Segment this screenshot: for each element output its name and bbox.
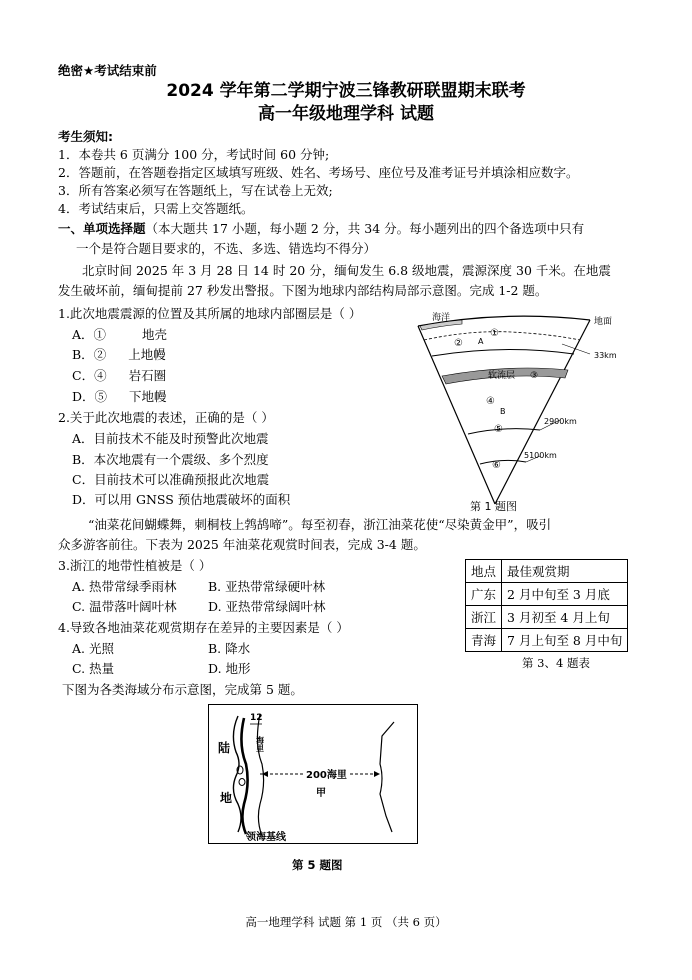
depth-5100km-label: 5100km bbox=[524, 451, 557, 460]
poem-line: “油菜花间蝴蝶舞，刺桐枝上鹁鸪啼”。每至初春，浙江油菜花使“尽染黄金甲”，吸引 bbox=[88, 517, 552, 532]
depth-2900km-label: 2900km bbox=[544, 417, 577, 426]
table-cell: 青海 bbox=[466, 629, 502, 652]
q1-option-d[interactable]: D．⑤ 下地幔 bbox=[72, 389, 167, 404]
figure-1-caption: 第 1 题图 bbox=[470, 500, 517, 513]
earth-interior-figure bbox=[410, 306, 646, 516]
layer-3-label: ③ bbox=[530, 371, 539, 381]
q2-option-d[interactable]: D．可以用 GNSS 预估地震破坏的面积 bbox=[72, 492, 291, 507]
section-title-rest: （本大题共 17 小题，每小题 2 分，共 34 分。每小题列出的四个备选项中只有 bbox=[145, 221, 585, 236]
gutenberg-boundary bbox=[468, 429, 540, 434]
exam-subtitle: 高一年级地理学科 试题 bbox=[258, 104, 434, 124]
table-cell: 3 月初至 4 月上旬 bbox=[502, 606, 628, 629]
distance-label: 200海里 bbox=[306, 770, 347, 781]
sea-area-figure bbox=[208, 704, 418, 844]
question-3-stem: 3.浙江的地带性植被是（ ） bbox=[58, 558, 212, 573]
ocean-label: 海洋 bbox=[432, 313, 451, 323]
q1-option-a[interactable]: A．① 地壳 bbox=[72, 327, 168, 342]
q1-option-c[interactable]: C．④ 岩石圈 bbox=[72, 368, 167, 383]
exam-title: 2024 学年第二学期宁波三锋教研联盟期末联考 bbox=[166, 81, 526, 101]
notice-heading: 考生须知: bbox=[58, 129, 113, 144]
table-cell: 浙江 bbox=[466, 606, 502, 629]
land-label-2: 地 bbox=[220, 791, 233, 805]
notice-item: 3．所有答案必须写在答题纸上，写在试卷上无效; bbox=[58, 183, 333, 198]
section-title-bold: 一、单项选择题 bbox=[58, 221, 146, 236]
moho-boundary bbox=[432, 349, 574, 356]
layer-2-label: ② bbox=[454, 338, 463, 349]
table-row bbox=[466, 629, 628, 652]
table-cell: 广东 bbox=[466, 583, 502, 606]
section-title bbox=[58, 220, 584, 238]
notice-item: 2．答题前，在答题卷指定区域填写班级、姓名、考场号、座位号及准考证号并填涂相应数字。 bbox=[58, 165, 579, 180]
intro-line: 发生破坏前，缅甸提前 27 秒发出警报。下图为地球内部结构局部示意图。完成 1-2 题。 bbox=[58, 283, 548, 298]
q4-option-d[interactable]: D. 地形 bbox=[208, 661, 251, 676]
q3-option-d[interactable]: D. 亚热带常绿阔叶林 bbox=[208, 599, 326, 614]
table-row bbox=[466, 606, 628, 629]
question-4-stem: 4.导致各地油菜花观赏期存在差异的主要因素是（ ） bbox=[58, 620, 349, 635]
q5-intro: 下图为各类海域分布示意图，完成第 5 题。 bbox=[62, 682, 303, 697]
page-footer: 高一地理学科 试题 第 1 页 （共 6 页） bbox=[245, 915, 447, 929]
rapeseed-viewing-table bbox=[465, 559, 628, 652]
layer-1-label: ① bbox=[490, 328, 499, 339]
q4-option-b[interactable]: B. 降水 bbox=[208, 641, 251, 656]
q2-option-a[interactable]: A．目前技术不能及时预警此次地震 bbox=[72, 431, 269, 446]
q4-option-c[interactable]: C. 热量 bbox=[72, 661, 115, 676]
layer-5-label: ⑤ bbox=[494, 424, 503, 435]
nmi-vertical-label: 海里 bbox=[255, 736, 265, 752]
layer-6-label: ⑥ bbox=[492, 460, 501, 471]
q3-option-c[interactable]: C. 温带落叶阔叶林 bbox=[72, 599, 177, 614]
notice-item: 1．本卷共 6 页满分 100 分，考试时间 60 分钟; bbox=[58, 147, 330, 162]
layer-4-label: ④ bbox=[486, 396, 495, 407]
table-cell: 2 月中旬至 3 月底 bbox=[502, 583, 628, 606]
table-header-row bbox=[466, 560, 628, 583]
question-1-stem: 1.此次地震震源的位置及其所属的地球内部圈层是（ ） bbox=[58, 306, 362, 321]
table-row bbox=[466, 583, 628, 606]
figure-5-caption: 第 5 题图 bbox=[292, 858, 343, 872]
land-label-1: 陆 bbox=[218, 741, 231, 755]
q2-option-c[interactable]: C．目前技术可以准确预报此次地震 bbox=[72, 472, 270, 487]
jia-label: 甲 bbox=[316, 788, 326, 799]
poem-line: 众多游客前往。下表为 2025 年油菜花观赏时间表，完成 3-4 题。 bbox=[58, 537, 426, 552]
twelve-label: 12 bbox=[250, 713, 263, 723]
q2-option-b[interactable]: B．本次地震有一个震级、多个烈度 bbox=[72, 452, 269, 467]
intro-line: 北京时间 2025 年 3 月 28 日 14 时 20 分，缅甸发生 6.8 级地震，震源深度 30 千米。在地震 bbox=[82, 263, 611, 278]
notice-item: 4．考试结束后，只需上交答题纸。 bbox=[58, 201, 254, 216]
table-caption: 第 3、4 题表 bbox=[522, 656, 590, 670]
table-header-cell: 地点 bbox=[466, 560, 502, 583]
secret-label: 绝密★考试结束前 bbox=[58, 63, 157, 78]
asthenosphere-label: 软流层 bbox=[488, 371, 516, 381]
wedge-right-edge bbox=[495, 320, 590, 504]
depth-33km-label: 33km bbox=[594, 351, 617, 360]
table-header-cell: 最佳观赏期 bbox=[502, 560, 628, 583]
boundary-a-label: A bbox=[478, 337, 484, 346]
q3-option-a[interactable]: A. 热带常绿季雨林 bbox=[72, 579, 177, 594]
section-title-line2: 一个是符合题目要求的，不选、多选、错选均不得分） bbox=[76, 241, 377, 256]
table-cell: 7 月上旬至 8 月中旬 bbox=[502, 629, 628, 652]
boundary-b-label: B bbox=[500, 407, 506, 416]
q1-option-b[interactable]: B．② 上地幔 bbox=[72, 347, 166, 362]
inner-core-boundary bbox=[480, 460, 526, 464]
q4-option-a[interactable]: A. 光照 bbox=[72, 641, 114, 656]
q3-option-b[interactable]: B. 亚热带常绿硬叶林 bbox=[208, 579, 326, 594]
question-2-stem: 2.关于此次地震的表述，正确的是（ ） bbox=[58, 410, 274, 425]
baseline-label: 领海基线 bbox=[246, 832, 286, 843]
crust-dashed-boundary bbox=[424, 332, 580, 340]
surface-label: 地面 bbox=[594, 317, 613, 327]
